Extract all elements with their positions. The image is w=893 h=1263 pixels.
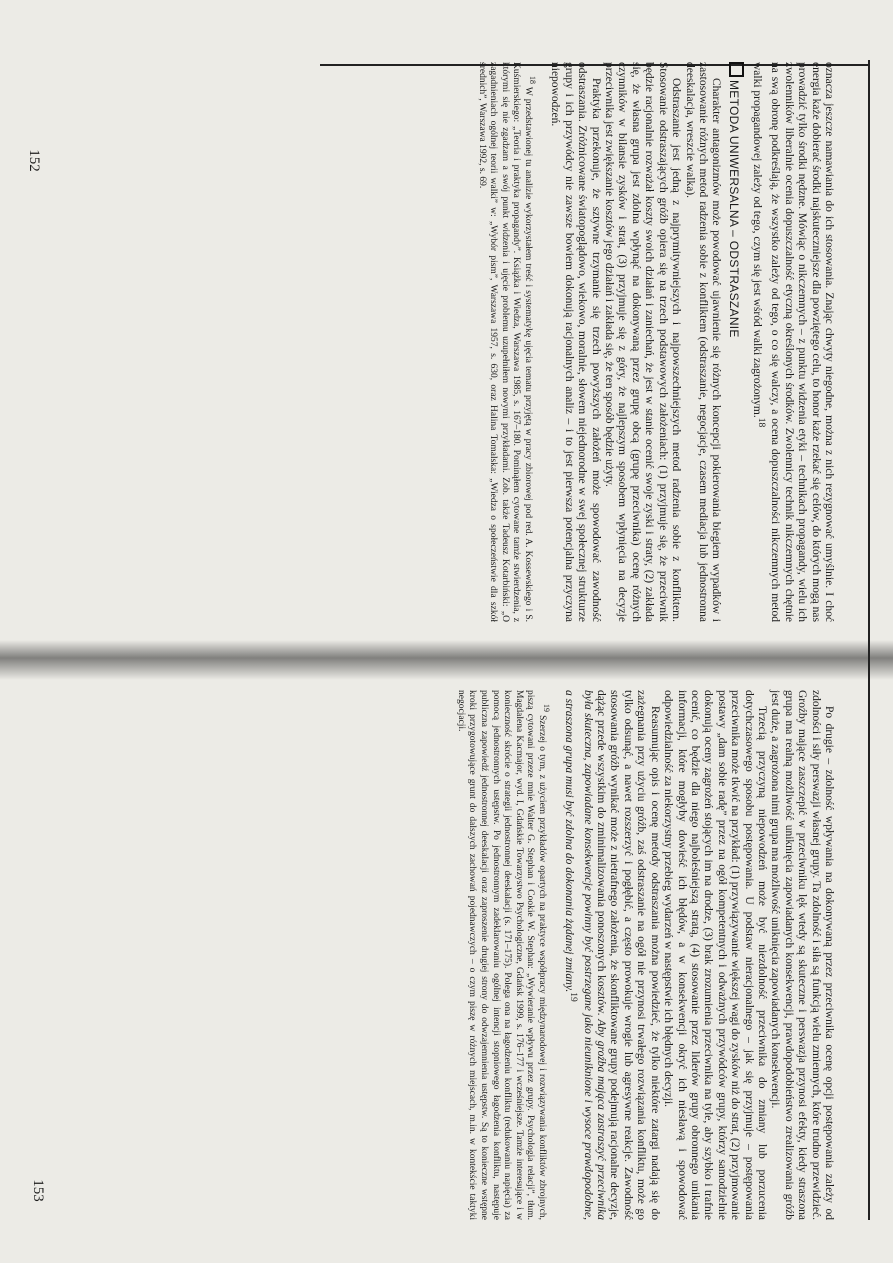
checkbox-square-icon <box>729 62 744 77</box>
left-paragraph-1: Charakter antagonizmów może powodować ujawnienie się różnych koncepcji pokierowania biegiem wypadków i zastosowanie różnych metod radzenia sobie z konfliktem (odstraszanie, negocjacje, czasem mediacja lub jednostronna deeskalacja, wreszcie walka). <box>683 62 723 622</box>
left-footnote: $^{18}$ W przedstawionej tu analizie wykorzystałem treść i systematykę ujęcia tematu przyjętą w pracy zbiorowej pod red. A. Kossewskiego i S. Kuśmierskiego: „Teoria i praktyka propagandy”. Książka i Wiedza, Warszawa 1985, s. 167–180. Pominąłem cytowane tamże stwierdzenia, z którymi się nie zgadzam a swój punkt widzenia i ujęcie problemu uzupełniłem nowymi przykładami. Zob. także Tadeusz Kotarbiński: „O zagadnieniach ogólnej teorii walki” w: „Wybór pism”, Warszawa 1957, s. 630, oraz Halina Tomalska: „Wiedza o społeczeństwie dla szkół średnich”, Warszawa 1992, s. 69. <box>476 62 538 622</box>
left-page <box>475 62 835 622</box>
right-page <box>454 690 835 1220</box>
right-paragraph-1: Po drugie – zdolność wpływania na dokonywaną przez przeciwnika ocenę opcji postępowania zależy od zdolności i siły perswazji własnej grupy. Ta zdolność i siła są funkcją wielu zmiennych, które trudno przewidzieć. Groźby mające zaszczepić w przeciwniku lęk wtedy są skuteczne i perswazja przynosi efekty, kiedy straszona grupa ma realną możliwość uniknięcia zapowiadanych konsekwencji, prawdopodobieństwo zrealizowania gróźb jest duże, a zagrożona nimi grupa ma możliwość uniknięcia zapowiadanych konsekwencji. <box>769 690 835 1220</box>
left-paragraph-3: Praktyka przekonuje, że sztywne trzymanie się trzech powyższych założeń może spowodować zawodność odstraszania. Zróżnicowane światopoglądowo, wiekowo, moralnie, słowem niejednorodne w swej społecznej strukturze grupy i ich przywódcy nie zawsze bowiem dokonują racjonalnych analiz – i to jest pierwsza potencjalna przyczyna niepowodzeń. <box>549 62 602 622</box>
left-page-number: 152 <box>25 149 42 172</box>
page-edge <box>868 60 870 1220</box>
section-heading: METODA UNIWERSALNA – ODSTRASZANIE <box>726 62 743 622</box>
right-page-number: 153 <box>29 1179 46 1202</box>
left-paragraph-2: Odstraszanie jest jedną z najprymitywniejszych i najpowszechniejszych metod radzenia sobie z konfliktem. Stosowanie odstraszających gróźb opiera się na trzech podstawowych założeniach: (1) przyjmuje się, że przeciwnik będzie racjonalnie rozważał koszty swoich działań i zaniechań, że jest w stanie ocenić swoje zyski i straty, (2) zakłada się, że własna grupa jest zdolna wpłynąć na dokonywaną przez grupę obcą (grupę przeciwnika) ocenę różnych czynników w bilansie zysków i strat, (3) przyjmuje się z góry, że najlepszym sposobem wpłynięcia na decyzje przeciwnika jest zwiększanie kosztów jego działań i zakłada się, że ten sposób będzie użyty. <box>603 62 683 622</box>
scan-gutter-shadow <box>0 640 893 680</box>
right-footnote: $^{19}$ Szerzej o tym, z użyciem przykładów opartych na praktyce współpracy międzynarodowej i rozwiązywania konfliktów zbrojnych, piszą cytowani przeze mnie Walter G. Stephan i Cookie W. Stephan: „Wywieranie wpływu przez grupy. Psychologia relacji”, tłum. Magdalena Kacmajor, wyd. I, Gdańskie Towarzystwo Psychologiczne, Gdańsk 1999, s. 176–177 i wcześniejsze. Tamże interesujące i w konieczność skrócie o strategii jednostronnej deeskalacji (s. 171–175). Polega ona na łagodzeniu konfliktu (redukowaniu napięcia) za pomocą jednostronnych ustępstw. Po jednostronnym zadeklarowaniu ogólnej intencji stopniowego łagodzenia konfliktu, następuje publiczna zapowiedź jednostronnej deeskalacji oraz zaproszenie drugiej strony do odwzajemnienia ustępstw. Są to konieczne wstępne kroki przygotowujące grunt do dalszych zachowań pojednawczych – o czym piszę w różnych miejscach, m.in. w kontekście taktyki negocjacji. <box>455 690 552 1220</box>
left-intro-paragraph: oznacza jeszcze namawiania do ich stosowania. Znając chwyty niegodne, można z nich rezygnować umyślnie. I choć energia każe dobierać środki najskuteczniejsze dla powziętego celu, to honor każe rzekać się celów, do których mogą nas prowadzić tylko środki nędzne. Mówiąc o nikczemnych – z punktu widzenia etyki – technikach propagandy, wielu ich zwolenników liberalnie ocenia dopuszczalność etyczną określonych środków. Zwolennicy technik nikczemnych chętnie na swą obronę podkreślają, że wszystko zależy od tego, o co się walczy, a ocena dopuszczalności nikczemnych metod walki propagandowej zależy od tego, czym się jest wśród walki zagrożonym.$^{18}$ <box>751 62 835 622</box>
right-paragraph-3: Reasumując opis i ocenę metody odstraszania można powiedzieć, że tylko niektóre zatargi nadają się do zażegnania przy użyciu gróźb, zaś odstraszanie na ogół nie przynosi trwałego rozwiązania konfliktu, może go tylko odsunąć, a nawet rozszerzyć i pogłębić, a często prowokuje wrogie lub agresywne reakcje. Zawodność stosowania gróźb wynikać może z nietrafnego założenia, że skonfliktowane grupy podejmują racjonalne decyzje, dążąc przede wszystkim do zminimalizowania ponoszonych kosztów. Aby groźba mająca zastraszyć przeciwnika była skuteczna, zapowiadane konsekwencje powinny być postrzegane jako nieuniknione i wysoce prawdopodobne, a straszona grupa musi być zdolna do dokonania żądanej zmiany.$^{19}$ <box>563 690 661 1220</box>
right-paragraph-2: Trzecią przyczyną niepowodzeń może być niezdolność przeciwnika do zmiany lub porzucenia dotychczasowego sposobu postępowania. U podstaw nieracjonalnego – jak się przyjmuje – postępowania przeciwnika może tkwić na przykład: (1) przywiązywanie większej wagi do zysków niż do strat, (2) przyjmowanie postawy „dam sobie radę” przez na ogół kompetentnych i odważnych przywódców grupy, którzy samodzielnie dokonują oceny zagrożeń stojących im na drodze, (3) brak zrozumienia przeciwnika na tyle, aby szybko i trafnie ocenić, co będzie dla niego najboleśniejszą stratą, (4) stosowanie przez liderów grupy obronnego unikania informacji, które mogłyby dowieść ich błędów, a w konsekwencji okryć ich niesławą i spowodować odpowiedzialność za niekorzystny przebieg wydarzeń w następstwie ich błędnych decyzji. <box>662 690 768 1220</box>
